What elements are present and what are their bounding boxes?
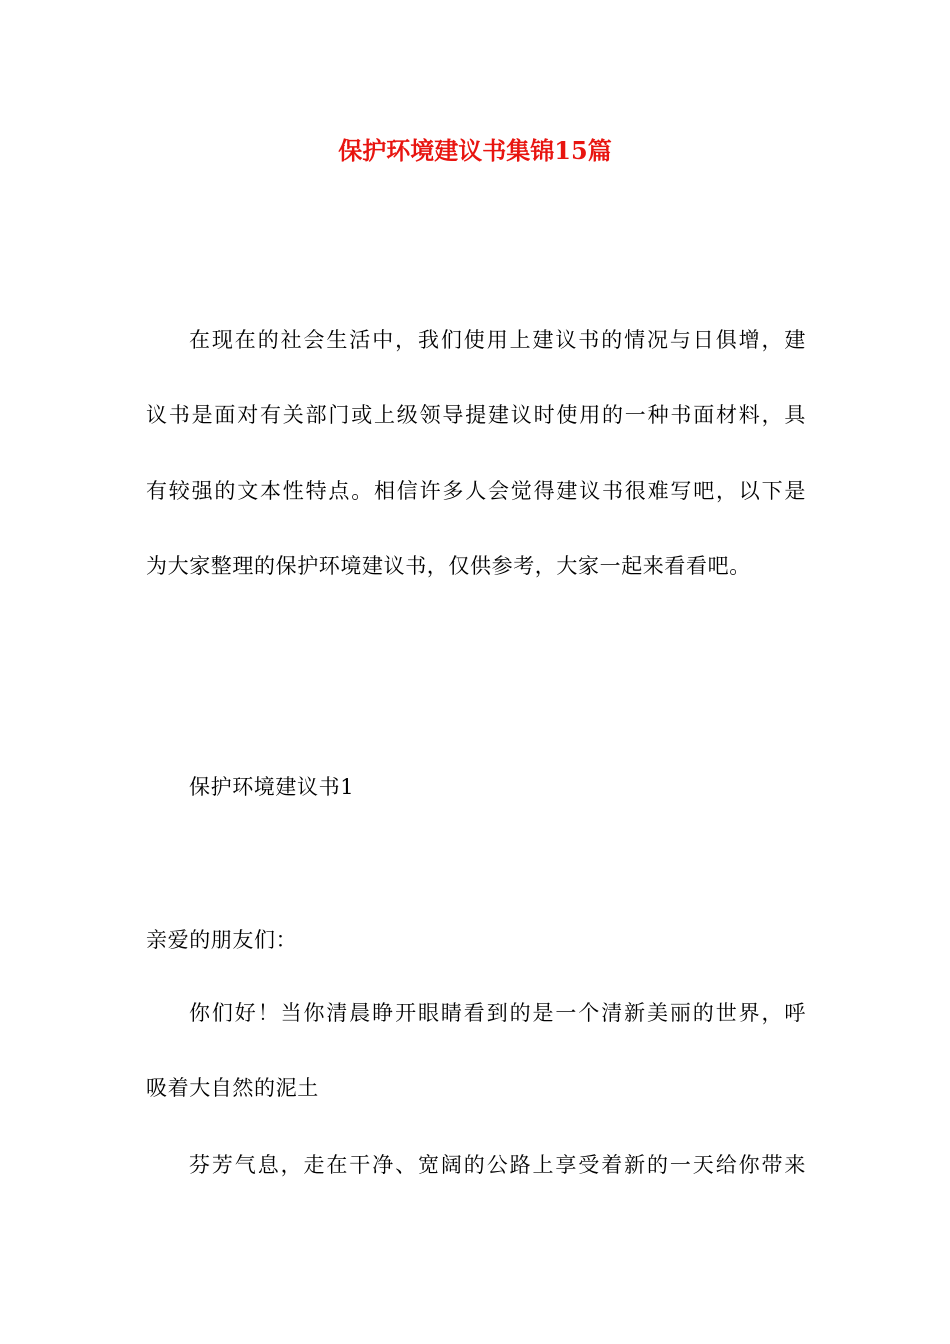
intro-line: 在现在的社会生活中，我们使用上建议书的情况与日俱增，建	[189, 328, 806, 352]
body-line: 吸着大自然的泥土	[146, 1076, 319, 1100]
section-heading: 保护环境建议书1	[189, 775, 355, 799]
body-line: 芬芳气息，走在干净、宽阔的公路上享受着新的一天给你带来	[189, 1153, 806, 1177]
intro-line: 为大家整理的保护环境建议书，仅供参考，大家一起来看看吧。	[146, 554, 751, 578]
intro-line: 有较强的文本性特点。相信许多人会觉得建议书很难写吧，以下是	[146, 479, 806, 503]
document-title: 保护环境建议书集锦15篇	[338, 136, 612, 165]
body-line: 你们好！当你清晨睁开眼睛看到的是一个清新美丽的世界，呼	[189, 1001, 806, 1025]
intro-line: 议书是面对有关部门或上级领导提建议时使用的一种书面材料，具	[146, 403, 806, 427]
salutation: 亲爱的朋友们：	[146, 928, 298, 952]
